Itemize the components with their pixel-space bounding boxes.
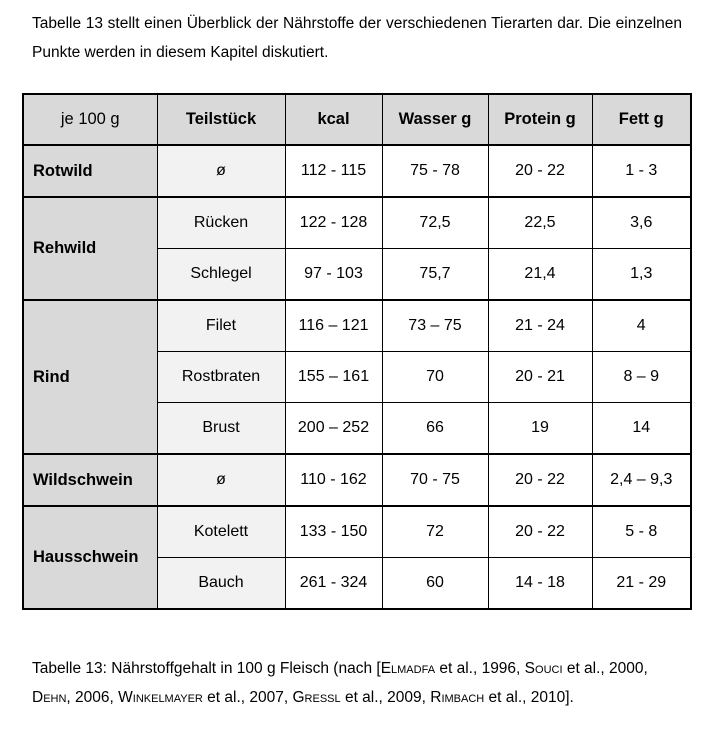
caption-ref-author: Elmadfa [380, 660, 436, 677]
header-per-100g: je 100 g [23, 94, 157, 145]
fat-cell: 5 - 8 [592, 506, 691, 558]
kcal-cell: 110 - 162 [285, 454, 382, 506]
water-cell: 72 [382, 506, 488, 558]
cut-cell: Brust [157, 403, 285, 455]
table-row [23, 506, 691, 558]
cut-cell: Rostbraten [157, 352, 285, 403]
caption-ref-author: Greßl [292, 689, 341, 706]
water-cell: 73 – 75 [382, 300, 488, 352]
water-cell: 66 [382, 403, 488, 455]
intro-paragraph: Tabelle 13 stellt einen Überblick der Nährstoffe der verschiedenen Tierarten dar. Die einzelnen Punkte werden in diesem Kapitel diskutiert. [32, 15, 682, 61]
kcal-cell: 261 - 324 [285, 558, 382, 610]
protein-cell: 14 - 18 [488, 558, 592, 610]
group-label: Rotwild [23, 145, 157, 197]
table-caption [32, 654, 682, 712]
protein-cell: 20 - 22 [488, 506, 592, 558]
water-cell: 75,7 [382, 249, 488, 301]
kcal-cell: 112 - 115 [285, 145, 382, 197]
kcal-cell: 116 – 121 [285, 300, 382, 352]
fat-cell: 4 [592, 300, 691, 352]
table-header-row [23, 94, 691, 145]
cut-cell: Rücken [157, 197, 285, 249]
nutrient-table [22, 93, 692, 610]
caption-ref-detail: et al., 2009, [340, 689, 431, 706]
header-cut: Teilstück [157, 94, 285, 145]
kcal-cell: 97 - 103 [285, 249, 382, 301]
fat-cell: 3,6 [592, 197, 691, 249]
water-cell: 75 - 78 [382, 145, 488, 197]
header-water: Wasser g [382, 94, 488, 145]
protein-cell: 20 - 22 [488, 145, 592, 197]
group-label: Rind [23, 300, 157, 454]
group-label: Wildschwein [23, 454, 157, 506]
fat-cell: 1 - 3 [592, 145, 691, 197]
table-row [23, 300, 691, 352]
fat-cell: 2,4 – 9,3 [592, 454, 691, 506]
fat-cell: 1,3 [592, 249, 691, 301]
table-row [23, 145, 691, 197]
kcal-cell: 200 – 252 [285, 403, 382, 455]
caption-ref-detail: et al., 2010]. [484, 689, 574, 706]
fat-cell: 21 - 29 [592, 558, 691, 610]
kcal-cell: 122 - 128 [285, 197, 382, 249]
cut-cell: ø [157, 145, 285, 197]
protein-cell: 20 - 21 [488, 352, 592, 403]
cut-cell: Schlegel [157, 249, 285, 301]
kcal-cell: 155 – 161 [285, 352, 382, 403]
kcal-cell: 133 - 150 [285, 506, 382, 558]
cut-cell: Kotelett [157, 506, 285, 558]
caption-prefix: Tabelle 13: Nährstoffgehalt in 100 g Fleisch (nach [ [32, 660, 381, 677]
caption-ref-detail: et al., 2000, [562, 660, 648, 677]
table-row [23, 454, 691, 506]
header-fat: Fett g [592, 94, 691, 145]
protein-cell: 19 [488, 403, 592, 455]
group-label: Hausschwein [23, 506, 157, 609]
caption-ref-detail: et al., 1996, [435, 660, 525, 677]
header-protein: Protein g [488, 94, 592, 145]
table-row [23, 197, 691, 249]
caption-ref-author: Winkelmayer [118, 689, 203, 706]
caption-ref-author: Souci [524, 660, 563, 677]
caption-ref-author: Dehn [32, 689, 67, 706]
cut-cell: Bauch [157, 558, 285, 610]
caption-ref-author: Rimbach [430, 689, 485, 706]
cut-cell: ø [157, 454, 285, 506]
protein-cell: 20 - 22 [488, 454, 592, 506]
water-cell: 72,5 [382, 197, 488, 249]
protein-cell: 21,4 [488, 249, 592, 301]
header-kcal: kcal [285, 94, 382, 145]
caption-ref-detail: , 2006, [66, 689, 119, 706]
fat-cell: 8 – 9 [592, 352, 691, 403]
caption-ref-detail: et al., 2007, [202, 689, 293, 706]
protein-cell: 21 - 24 [488, 300, 592, 352]
fat-cell: 14 [592, 403, 691, 455]
protein-cell: 22,5 [488, 197, 592, 249]
cut-cell: Filet [157, 300, 285, 352]
water-cell: 60 [382, 558, 488, 610]
water-cell: 70 [382, 352, 488, 403]
water-cell: 70 - 75 [382, 454, 488, 506]
group-label: Rehwild [23, 197, 157, 300]
